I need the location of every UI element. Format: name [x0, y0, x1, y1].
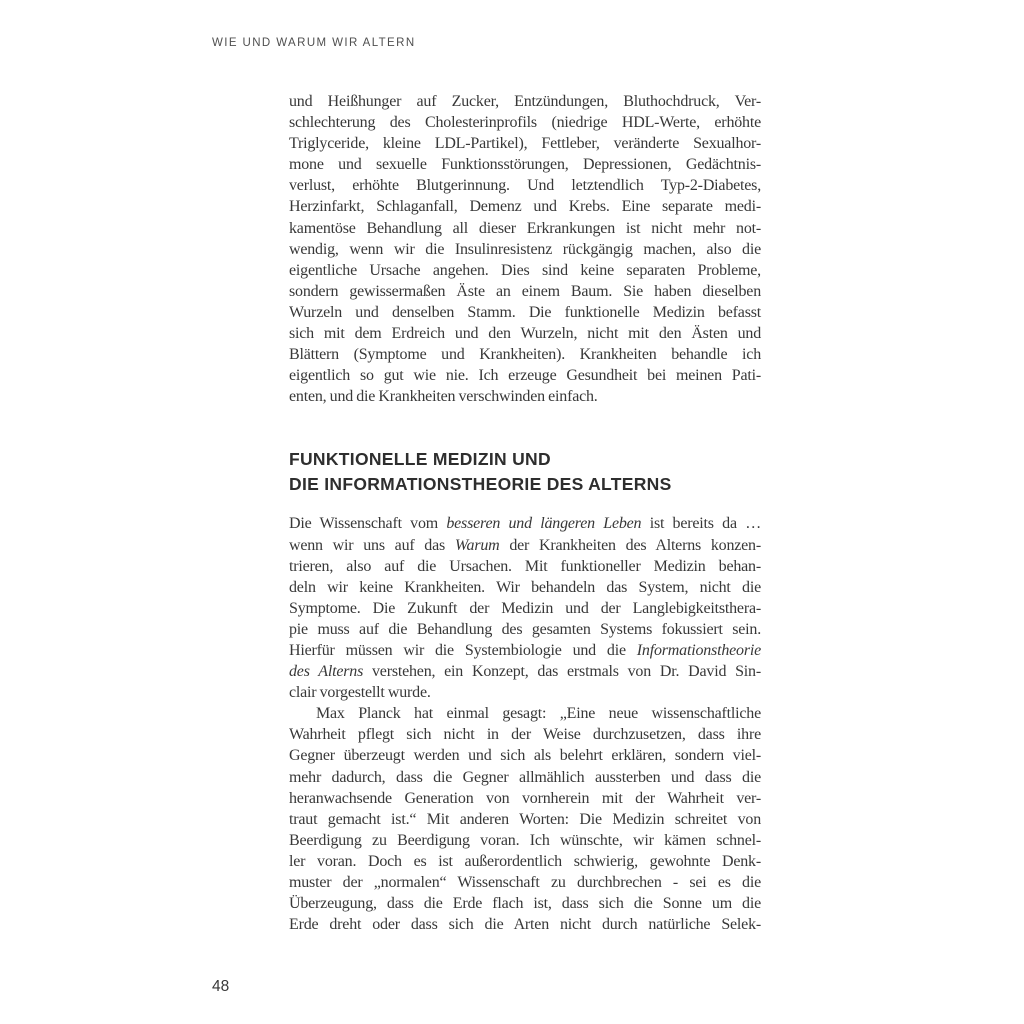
text-line: verlust, erhöhte Blutgerinnung. Und letztendlich Typ-2-Diabetes,	[289, 177, 761, 195]
text-line: trieren, also auf die Ursachen. Mit funktioneller Medizin behan-	[289, 557, 761, 575]
text-line: Wurzeln und denselben Stamm. Die funktionelle Medizin befasst	[289, 303, 761, 321]
text-line: heranwachsende Generation von vornherein mit der Wahrheit ver-	[289, 789, 761, 807]
text-line: Blättern (Symptome und Krankheiten). Krankheiten behandle ich	[289, 346, 761, 364]
text-line: des Alterns verstehen, ein Konzept, das erstmals von Dr. David Sin-	[289, 663, 761, 681]
text-line: und Heißhunger auf Zucker, Entzündungen, Bluthochdruck, Ver-	[289, 93, 761, 110]
text-line: Max Planck hat einmal gesagt: „Eine neue wissenschaftliche	[316, 705, 761, 723]
text-line: ler voran. Doch es ist außerordentlich schwierig, gewohnte Denk-	[289, 852, 761, 870]
text-line: Die Wissenschaft vom besseren und längeren Leben ist bereits da …	[289, 515, 761, 533]
text-line: muster der „normalen“ Wissenschaft zu durchbrechen - sei es die	[289, 874, 761, 891]
text-line: deln wir keine Krankheiten. Wir behandeln das System, nicht die	[289, 578, 761, 596]
text-line: Hierfür müssen wir die Systembiologie und die Informationstheorie	[289, 641, 761, 659]
text-line: traut gemacht ist.“ Mit anderen Worten: Die Medizin schreitet von	[289, 810, 761, 828]
text-line: clair vorgestellt wurde.	[289, 684, 431, 702]
text-line: Erde dreht oder dass sich die Arten nicht durch natürliche Selek-	[289, 916, 761, 934]
running-head: WIE UND WARUM WIR ALTERN	[212, 37, 416, 49]
text-line: mone und sexuelle Funktionsstörungen, Depressionen, Gedächtnis-	[289, 156, 761, 174]
text-line: Gegner überzeugt werden und sich als belehrt erklären, sondern viel-	[289, 747, 761, 765]
text-line: wendig, wenn wir die Insulinresistenz rückgängig machen, also die	[289, 240, 761, 258]
section-heading	[289, 447, 761, 497]
text-line: sich mit dem Erdreich und den Wurzeln, nicht mit den Ästen und	[289, 325, 761, 343]
paragraph-1	[289, 91, 761, 407]
text-line: enten, und die Krankheiten verschwinden einfach.	[289, 388, 598, 406]
text-line: schlechterung des Cholesterinprofils (niedrige HDL-Werte, erhöhte	[289, 114, 761, 132]
text-line: Triglyceride, kleine LDL-Partikel), Fettleber, veränderte Sexualhor-	[289, 135, 761, 153]
text-line: eigentliche Ursache angehen. Dies sind keine separaten Probleme,	[289, 261, 761, 279]
text-line: Symptome. Die Zukunft der Medizin und der Langlebigkeitsthera-	[289, 599, 761, 617]
text-line: mehr dadurch, dass die Gegner allmählich aussterben und dass die	[289, 768, 761, 786]
text-line: pie muss auf die Behandlung des gesamten Systems fokussiert sein.	[289, 620, 761, 638]
text-line: kamentöse Behandlung all dieser Erkrankungen ist nicht mehr not-	[289, 219, 761, 237]
section-heading-line-2: DIE INFORMATIONSTHEORIE DES ALTERNS	[289, 474, 672, 495]
text-line: Beerdigung zu Beerdigung voran. Ich wünschte, wir kämen schnel-	[289, 831, 761, 849]
text-line: Wahrheit pflegt sich nicht in der Weise durchzusetzen, dass ihre	[289, 726, 761, 744]
text-line: sondern gewissermaßen Äste an einem Baum. Sie haben dieselben	[289, 282, 761, 300]
section-heading-line-1: FUNKTIONELLE MEDIZIN UND	[289, 449, 551, 470]
text-line: eigentlich so gut wie nie. Ich erzeuge Gesundheit bei meinen Pati-	[289, 367, 761, 385]
text-line: Herzinfarkt, Schlaganfall, Demenz und Krebs. Eine separate medi-	[289, 198, 761, 216]
paragraph-3	[289, 703, 761, 935]
text-block	[289, 91, 761, 935]
paragraph-2	[289, 513, 761, 703]
text-line: wenn wir uns auf das Warum der Krankheiten des Alterns konzen-	[289, 536, 761, 554]
text-line: Überzeugung, dass die Erde flach ist, dass sich die Sonne um die	[289, 895, 761, 913]
page-number: 48	[212, 978, 230, 995]
